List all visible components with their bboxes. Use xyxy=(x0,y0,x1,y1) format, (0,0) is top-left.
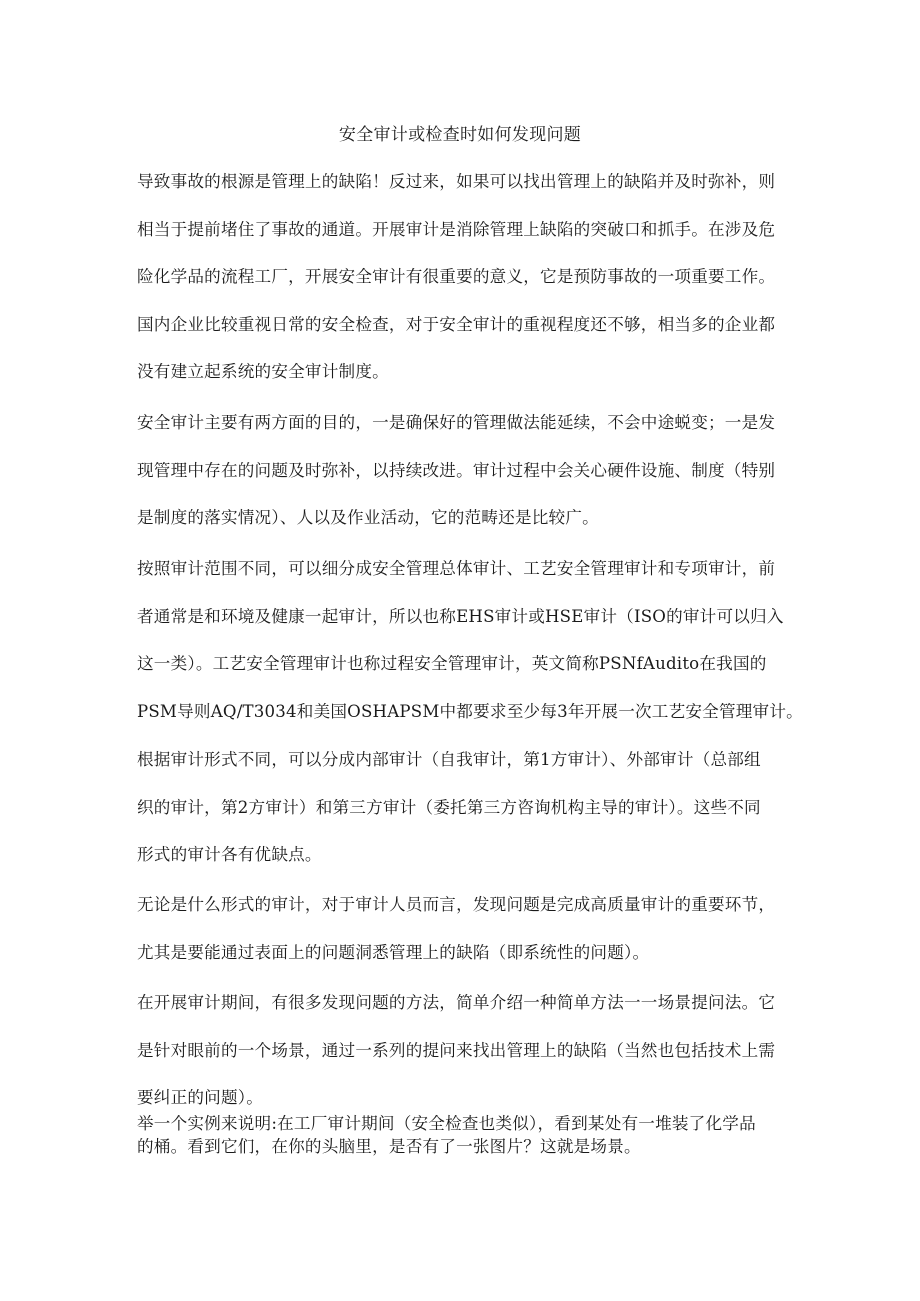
text-line: 相当于提前堵住了事故的通道。开展审计是消除管理上缺陷的突破口和抓手。在涉及危 xyxy=(137,219,776,239)
text-line: 的桶。看到它们，在你的头脑里，是否有了一张图片？这就是场景。 xyxy=(137,1137,641,1156)
text-line: 没有建立起系统的安全审计制度。 xyxy=(137,362,389,381)
text-line: 险化学品的流程工厂，开展安全审计有很重要的意义，它是预防事故的一项重要工作。 xyxy=(137,267,776,286)
text-line: 无论是什么形式的审计，对于审计人员而言，发现问题是完成高质量审计的重要环节， xyxy=(137,895,776,914)
text-line: 形式的审计各有优缺点。 xyxy=(137,845,322,864)
paragraph-2 xyxy=(137,399,787,542)
text-line: 在开展审计期间，有很多发现问题的方法，简单介绍一种简单方法一一场景提问法。它 xyxy=(137,993,776,1012)
text-line: 国内企业比较重视日常的安全检查，对于安全审计的重视程度还不够，相当多的企业都 xyxy=(137,314,776,334)
paragraph-1 xyxy=(137,158,787,396)
text-line: 导致事故的根源是管理上的缺陷！反过来，如果可以找出管理上的缺陷并及时弥补，则 xyxy=(137,172,776,191)
text-line: 根据审计形式不同，可以分成内部审计（自我审计，第1方审计）、外部审计（总部组 xyxy=(137,750,761,769)
paragraph-6 xyxy=(137,979,787,1122)
text-line: 者通常是和环境及健康一起审计，所以也称EHS审计或HSE审计（ISO的审计可以归入 xyxy=(137,606,784,626)
paragraph-5 xyxy=(137,881,787,976)
text-line: 安全审计主要有两方面的目的，一是确保好的管理做法能延续，不会中途蜕变；一是发 xyxy=(137,413,776,432)
paragraph-3 xyxy=(137,545,803,735)
text-line: PSM导则AQ/T3034和美国OSHAPSM中都要求至少每3年开展一次工艺安全管理审计。 xyxy=(137,701,803,721)
paragraph-7 xyxy=(137,1112,787,1158)
text-line: 尤其是要能通过表面上的问题洞悉管理上的缺陷（即系统性的问题）。 xyxy=(137,942,650,962)
paragraph-4 xyxy=(137,736,787,879)
text-line: 要纠正的问题）。 xyxy=(137,1088,264,1107)
text-line: 是制度的落实情况）、人以及作业活动，它的范畴还是比较广。 xyxy=(137,508,599,527)
text-line: 是针对眼前的一个场景，通过一系列的提问来找出管理上的缺陷（当然也包括技术上需 xyxy=(137,1040,776,1060)
text-line: 现管理中存在的问题及时弥补，以持续改进。审计过程中会关心硬件设施、制度（特别 xyxy=(137,460,776,480)
text-line: 这一类）。工艺安全管理审计也称过程安全管理审计，英文简称PSNfAudito在我国的 xyxy=(137,654,767,673)
text-line: 织的审计，第2方审计）和第三方审计（委托第三方咨询机构主导的审计）。这些不同 xyxy=(137,797,761,817)
text-line: 举一个实例来说明:在工厂审计期间（安全检查也类似），看到某处有一堆装了化学品 xyxy=(137,1114,756,1133)
document-title: 安全审计或检查时如何发现问题 xyxy=(338,125,582,145)
text-line: 按照审计范围不同，可以细分成安全管理总体审计、工艺安全管理审计和专项审计，前 xyxy=(137,559,776,578)
